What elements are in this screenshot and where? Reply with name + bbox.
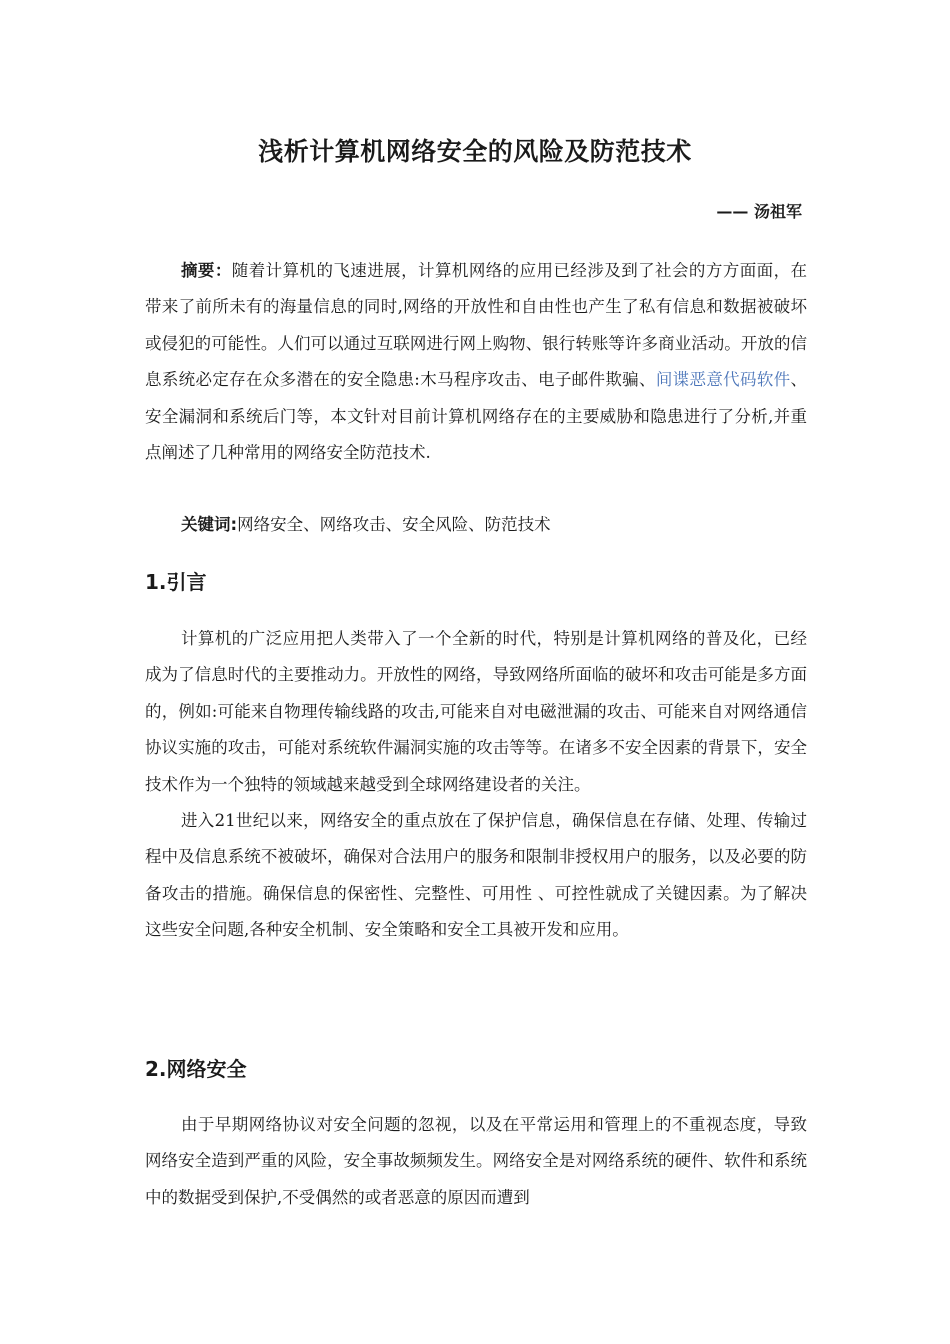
- abstract-text: 随着计算机的飞速进展，计算机网络的应用已经涉及到了社会的方方面面，在带来了前所未有的海量信息的同时,网络的开放性和自由性也产生了私有信息和数据被破坏或侵犯的可能性。人们可以通过互联网进行网上购物、银行转账等许多商业活动。开放的信息系统必定存在众多潜在的安全隐患:木马程序攻击、电子邮件欺骗、: [145, 261, 808, 390]
- spyware-link[interactable]: 间谍恶意代码软件: [655, 370, 791, 390]
- section-2-heading: 2.网络安全: [145, 1057, 247, 1081]
- abstract-label: 摘要：: [181, 261, 232, 280]
- keywords-label: 关键词:: [181, 515, 238, 534]
- abstract-text-end: 、安全漏洞和系统后门等，本文针对目前计算机网络存在的主要威胁和隐患进行了分析,并重点阐述了几种常用的网络安全防范技术.: [145, 370, 807, 463]
- section-1-paragraph-2: 进入21世纪以来，网络安全的重点放在了保护信息，确保信息在存储、处理、传输过程中及信息系统不被破坏，确保对合法用户的服务和限制非授权用户的服务，以及必要的防备攻击的措施。确保信息的保密性、完整性、可用性 、可控性就成了关键因素。为了解决这些安全问题,各种安全机制、安全策略和安全工具被开发和应用。: [145, 811, 807, 940]
- keywords-paragraph: [145, 507, 807, 543]
- keywords-text: 网络安全、网络攻击、安全风险、防范技术: [237, 515, 551, 534]
- section-2-paragraph-1: 由于早期网络协议对安全问题的忽视，以及在平常运用和管理上的不重视态度，导致网络安全造到严重的风险，安全事故频频发生。网络安全是对网络系统的硬件、软件和系统中的数据受到保护,不受偶然的或者恶意的原因而遭到: [145, 1115, 807, 1207]
- abstract-paragraph: [145, 253, 807, 471]
- author-line: —— 汤祖军: [716, 202, 802, 221]
- section-1-heading: 1.引言: [145, 570, 207, 594]
- document-title: 浅析计算机网络安全的风险及防范技术: [258, 137, 692, 166]
- section-2-body: [145, 1107, 807, 1216]
- section-1-body: [145, 621, 807, 949]
- section-1-paragraph-1: 计算机的广泛应用把人类带入了一个全新的时代，特别是计算机网络的普及化，已经成为了信息时代的主要推动力。开放性的网络，导致网络所面临的破坏和攻击可能是多方面的，例如:可能来自物理传输线路的攻击,可能来自对电磁泄漏的攻击、可能来自对网络通信协议实施的攻击，可能对系统软件漏洞实施的攻击等等。在诸多不安全因素的背景下，安全技术作为一个独特的领域越来越受到全球网络建设者的关注。: [145, 629, 807, 794]
